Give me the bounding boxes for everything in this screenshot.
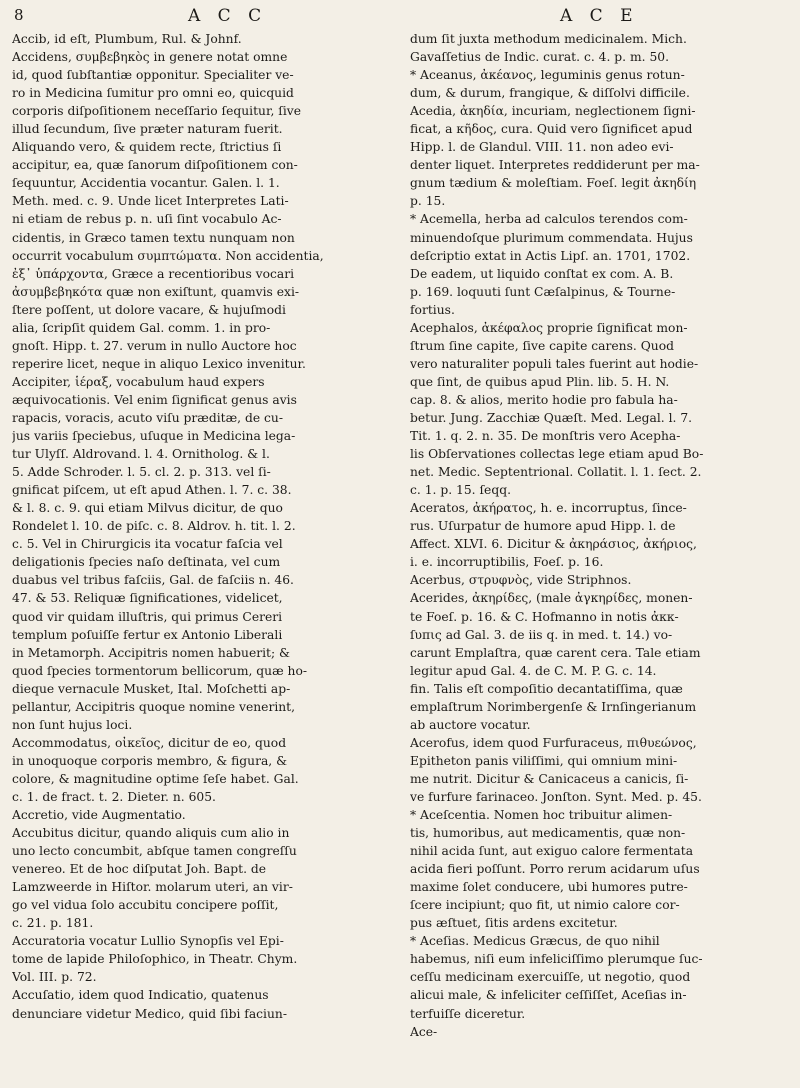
text-line: Accubitus dicitur, quando aliquis cum alio in — [12, 826, 290, 841]
text-line: Acedia, ἀκηδία, incuriam, neglectionem ſigni- — [410, 104, 696, 119]
text-line: ab auctore vocatur. — [410, 717, 531, 732]
right-running-head: A C E — [560, 6, 639, 26]
text-line: rus. Uſurpatur de humore apud Hipp. l. de — [410, 519, 676, 534]
text-line: p. 169. loquuti ſunt Cæſalpinus, & Tourne- — [410, 284, 676, 299]
text-line: que ſint, de quibus apud Plin. lib. 5. H. N. — [410, 374, 670, 389]
text-line: quod ſpecies tormentorum bellicorum, quæ ho- — [12, 663, 308, 678]
text-line: venereo. Et de hoc diſputat Joh. Bapt. de — [12, 862, 267, 877]
text-line: c. 5. Vel in Chirurgicis ita vocatur faſcia vel — [12, 537, 283, 552]
text-line: jus variis ſpeciebus, uſuque in Medicina lega- — [12, 429, 296, 444]
text-line: * Aceſias. Medicus Græcus, de quo nihil — [410, 934, 660, 949]
text-line: Ace- — [410, 1024, 438, 1039]
text-line: ro in Medicina ſumitur pro omni eo, quicquid — [12, 86, 294, 101]
text-line: Acerides, ἀκηρίδες, (male ἀγκηρίδες, monen- — [410, 591, 693, 606]
text-line: Acephalos, ἀκέφαλος proprie ſignificat mon- — [410, 320, 688, 335]
text-line: tis, humoribus, aut medicamentis, quæ non- — [410, 826, 686, 841]
text-line: vero naturaliter populi tales fuerint aut hodie- — [410, 356, 699, 371]
text-line: Acerbus, στρυφνὸς, vide Striphnos. — [410, 573, 632, 588]
text-line: fortius. — [410, 302, 455, 317]
text-line: tome de lapide Philoſophico, in Theatr. Chym. — [12, 952, 298, 967]
text-line: maxime ſolet conducere, ubi humores putre- — [410, 880, 688, 895]
text-line: Affect. XLVI. 6. Dicitur & ἀκηράσιος, ἀκήριος, — [410, 537, 697, 552]
text-line: Accretio, vide Augmentatio. — [12, 808, 186, 823]
text-line: legitur apud Gal. 4. de C. M. P. G. c. 14. — [410, 663, 657, 678]
text-line: Accib, id eſt, Plumbum, Rul. & Johnf. — [12, 32, 242, 46]
text-line: æquivocationis. Vel enim ſignificat genus avis — [12, 392, 297, 407]
text-line: alicui male, & infeliciter ceſſiſſet, Aceſias in- — [410, 988, 687, 1003]
text-line: Hipp. l. de Glandul. VIII. 11. non adeo evi- — [410, 140, 674, 155]
right-column — [410, 30, 782, 1080]
text-line: deligationis ſpecies naſo deſtinata, vel cum — [12, 555, 281, 570]
text-line: ἀσυμβεβηκότα quæ non exiſtunt, quamvis exi- — [12, 284, 300, 299]
text-line: Vol. III. p. 72. — [12, 970, 97, 985]
text-line: c. 1. p. 15. ſeqq. — [410, 483, 511, 498]
text-line: terfuiſſe diceretur. — [410, 1006, 526, 1021]
text-line: ceſſu medicinam exercuiſſe, ut negotio, quod — [410, 970, 691, 985]
text-line: me nutrit. Dicitur & Canicaceus a canicis, ſi- — [410, 771, 689, 786]
text-line: dum, & durum, frangique, & diſſolvi difficile. — [410, 86, 690, 101]
text-line: go vel vidua ſolo accubitu concipere poſſit, — [12, 898, 279, 913]
text-line: ſυπις ad Gal. 3. de iis q. in med. t. 14.) vo- — [410, 627, 673, 642]
text-line: deſcriptio extat in Actis Lipſ. an. 1701, 1702. — [410, 248, 691, 263]
text-line: uno lecto concumbit, abſque tamen congreſſu — [12, 844, 297, 859]
text-line: c. 21. p. 181. — [12, 916, 94, 931]
text-line: Meth. med. c. 9. Unde licet Interpretes Lati- — [12, 194, 289, 209]
text-line: * Aceſcentia. Nomen hoc tribuitur alimen- — [410, 808, 673, 823]
text-line: pellantur, Accipitris quoque nomine venerint, — [12, 699, 296, 714]
text-line: ve furfure farinaceo. Jonſton. Synt. Med. p. 45. — [410, 789, 702, 804]
text-line: lis Obſervationes collectas lege etiam apud Bo- — [410, 447, 704, 462]
text-line: Accidens, συμβεβηκὸς in genere notat omne — [12, 50, 288, 65]
text-line: De eadem, ut liquido conſtat ex com. A. B. — [410, 266, 674, 281]
text-line: in Metamorph. Accipitris nomen habuerit; & — [12, 645, 290, 660]
text-line: Aliquando vero, & quidem recte, ſtrictius ſi — [12, 140, 282, 155]
text-line: denunciare videtur Medico, quid ſibi faciun- — [12, 1006, 287, 1021]
text-line: ἐξ᾽ ὑπάρχοντα, Græce a recentioribus vocari — [12, 266, 295, 281]
text-line: c. 1. de fract. t. 2. Dieter. n. 605. — [12, 789, 216, 804]
left-column — [12, 30, 384, 1080]
text-line: cidentis, in Græco tamen textu nunquam non — [12, 230, 295, 245]
text-line: pus æſtuet, ſitis ardens excitetur. — [410, 916, 618, 931]
text-line: duabus vel tribus faſciis, Gal. de faſciis n. 46. — [12, 573, 294, 588]
text-line: dieque vernacule Musket, Ital. Moſchetti ap- — [12, 681, 291, 696]
text-line: emplaſtrum Norimbergenſe & Irnſingerianum — [410, 699, 697, 714]
text-line: fin. Talis eſt compoſitio decantatiſſima, quæ — [410, 681, 683, 696]
text-line: i. e. incorruptibilis, Foeſ. p. 16. — [410, 555, 604, 570]
text-line: ſcere incipiunt; quo fit, ut nimio calore cor- — [410, 898, 680, 913]
text-line: Acerofus, idem quod Furfuraceus, πιθυεώνος, — [410, 735, 697, 750]
text-line: Epitheton panis viliſſimi, qui omnium mini- — [410, 753, 678, 768]
text-line: te Foeſ. p. 16. & C. Hofmanno in notis ἀκκ- — [410, 609, 679, 624]
text-line: ſtere poſſent, ut dolore vacare, & hujuſmodi — [12, 302, 286, 317]
text-line: carunt Emplaſtra, quæ carent cera. Tale etiam — [410, 645, 701, 660]
page-number: 8 — [14, 6, 24, 24]
text-line: Accommodatus, οἰκεῖος, dicitur de eo, quod — [12, 735, 287, 750]
text-line: alia, ſcripſit quidem Gal. comm. 1. in pro- — [12, 320, 271, 335]
text-line: 47. & 53. Reliquæ ſignificationes, videlicet, — [12, 591, 283, 606]
text-line: colore, & magnitudine optime ſeſe habet. Gal. — [12, 771, 299, 786]
text-line: denter liquet. Interpretes reddiderunt per ma- — [410, 158, 700, 173]
text-line: betur. Jung. Zacchiæ Quæſt. Med. Legal. l. 7. — [410, 410, 693, 425]
text-line: reperire licet, neque in aliquo Lexico invenitur. — [12, 356, 306, 371]
text-line: minuendoſque plurimum commendata. Hujus — [410, 230, 693, 245]
text-line: gnificat piſcem, ut eſt apud Athen. l. 7. c. 38. — [12, 483, 292, 498]
text-line: Rondelet l. 10. de piſc. c. 8. Aldrov. h. tit. l. 2. — [12, 519, 296, 534]
text-line: 5. Adde Schroder. l. 5. cl. 2. p. 313. vel ſi- — [12, 465, 271, 480]
text-line: tur Ulyſſ. Aldrovand. l. 4. Ornitholog. & l. — [12, 447, 270, 462]
text-line: ſequuntur, Accidentia vocantur. Galen. l. 1. — [12, 176, 280, 191]
text-line: rapacis, voracis, acuto viſu præditæ, de cu- — [12, 410, 283, 425]
text-line: ni etiam de rebus p. n. uſi ſint vocabulo Ac- — [12, 212, 282, 227]
text-line: non ſunt hujus loci. — [12, 717, 133, 732]
left-running-head: A C C — [188, 6, 268, 26]
text-line: in unoquoque corporis membro, & figura, & — [12, 753, 288, 768]
text-line: Accuſatio, idem quod Indicatio, quatenus — [12, 988, 269, 1003]
text-line: * Aceanus, ἀκέανος, leguminis genus rotun- — [410, 68, 685, 83]
text-line: gnum tædium & moleſtiam. Foeſ. legit ἀκηδίη — [410, 176, 697, 191]
text-line: * Acemella, herba ad calculos terendos com- — [410, 212, 688, 227]
text-line: nihil acida ſunt, aut exiguo calore fermentata — [410, 844, 694, 859]
text-line: id, quod ſubſtantiæ opponitur. Specialiter ve- — [12, 68, 294, 83]
text-line: accipitur, ea, quæ ſanorum diſpoſitionem con- — [12, 158, 298, 173]
text-line: corporis diſpoſitionem neceſſario ſequitur, ſive — [12, 104, 302, 119]
text-line: Tit. 1. q. 2. n. 35. De monſtris vero Acepha- — [410, 429, 681, 444]
text-line: cap. 8. & alios, merito hodie pro fabula ha- — [410, 392, 678, 407]
text-line: Accuratoria vocatur Lullio Synopſis vel Epi- — [12, 934, 284, 949]
text-line: quod vir quidam illuſtris, qui primus Cereri — [12, 609, 283, 624]
text-line: net. Medic. Septentrional. Collatit. l. 1. ſect. 2. — [410, 465, 702, 480]
text-line: Lamzweerde in Hiſtor. molarum uteri, an vir- — [12, 880, 293, 895]
text-line: ſtrum ſine capite, ſive capite carens. Quod — [410, 338, 674, 353]
text-line: illud ſecundum, ſive præter naturam fuerit. — [12, 122, 283, 137]
text-line: gnoſt. Hipp. t. 27. verum in nullo Auctore hoc — [12, 338, 297, 353]
text-line: acida fieri poſſunt. Porro rerum acidarum uſus — [410, 862, 700, 877]
text-line: templum poſuiſſe fertur ex Antonio Liberali — [12, 627, 283, 642]
text-line: occurrit vocabulum συμπτώματα. Non accidentia, — [12, 248, 324, 263]
text-line: habemus, niſi eum infeliciſſimo plerumque ſuc- — [410, 952, 703, 967]
text-line: Accipiter, ἱέραξ, vocabulum haud expers — [12, 374, 265, 389]
text-line: p. 15. — [410, 194, 446, 209]
text-line: dum ſit juxta methodum medicinalem. Mich. — [410, 32, 687, 46]
text-line: Gavaſſetius de Indic. curat. c. 4. p. m. 50. — [410, 50, 670, 65]
text-line: & l. 8. c. 9. qui etiam Milvus dicitur, de quo — [12, 501, 283, 516]
text-line: ficat, a κῆδος, cura. Quid vero ſignificet apud — [410, 122, 693, 137]
text-line: Aceratos, ἀκήρατος, h. e. incorruptus, ſince- — [410, 501, 687, 516]
